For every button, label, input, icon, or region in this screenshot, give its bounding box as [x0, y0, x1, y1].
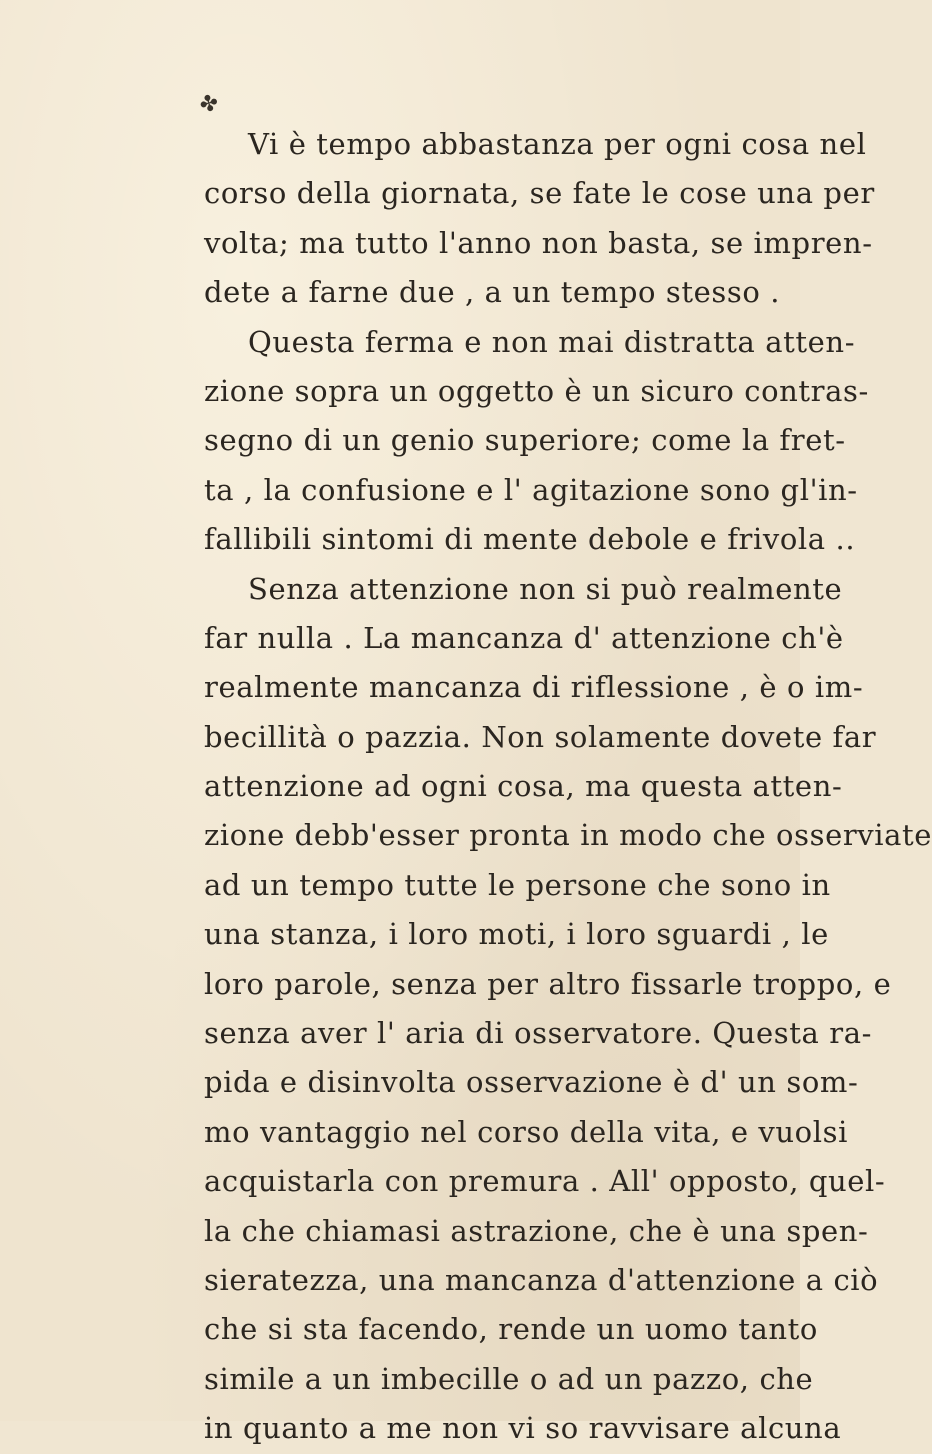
- text-line: far nulla . La mancanza d' attenzione ch'è: [204, 620, 844, 655]
- text-line: la che chiamasi astrazione, che è una spen-: [204, 1213, 869, 1248]
- text-line: che si sta facendo, rende un uomo tanto: [204, 1312, 818, 1347]
- text-line: in quanto a me non vi so ravvisare alcuna: [204, 1411, 842, 1446]
- text-line: sieratezza, una mancanza d'attenzione a ciò: [204, 1262, 879, 1297]
- text-line: dete a farne due , a un tempo stesso .: [204, 275, 781, 310]
- text-line: mo vantaggio nel corso della vita, e vuolsi: [204, 1114, 848, 1149]
- text-line: ad un tempo tutte le persone che sono in: [204, 867, 831, 902]
- text-line: senza aver l' aria di osservatore. Questa ra-: [204, 1016, 872, 1051]
- text-line: realmente mancanza di riflessione , è o im-: [204, 670, 864, 705]
- text-line: volta; ma tutto l'anno non basta, se impren-: [204, 225, 873, 260]
- text-line: Vi è tempo abbastanza per ogni cosa nel: [248, 127, 867, 161]
- text-line: ta , la confusione e l' agitazione sono gl'in-: [204, 472, 858, 507]
- text-line: zione debb'esser pronta in modo che osserviate: [204, 818, 932, 853]
- text-line: attenzione ad ogni cosa, ma questa atten-: [204, 769, 843, 804]
- text-line: loro parole, senza per altro fissarle troppo, e: [204, 966, 892, 1001]
- ornament-icon: ✤: [197, 90, 222, 119]
- text-line: becillità o pazzia. Non solamente dovete far: [204, 719, 877, 754]
- text-line: fallibili sintomi di mente debole e frivola ..: [204, 522, 856, 557]
- text-line: segno di un genio superiore; come la fret-: [204, 423, 846, 458]
- text-line: Questa ferma e non mai distratta atten-: [248, 324, 856, 359]
- text-line: Senza attenzione non si può realmente: [248, 571, 843, 606]
- text-line: pida e disinvolta osservazione è d' un som-: [204, 1065, 859, 1100]
- text-line: simile a un imbecille o ad un pazzo, che: [204, 1361, 814, 1396]
- text-line: acquistarla con premura . All' opposto, quel-: [204, 1164, 886, 1199]
- text-line: una stanza, i loro moti, i loro sguardi , le: [204, 917, 829, 952]
- body-text: [204, 120, 932, 1454]
- text-line: zione sopra un oggetto è un sicuro contras-: [204, 373, 869, 408]
- text-line: corso della giornata, se fate le cose una per: [204, 176, 875, 211]
